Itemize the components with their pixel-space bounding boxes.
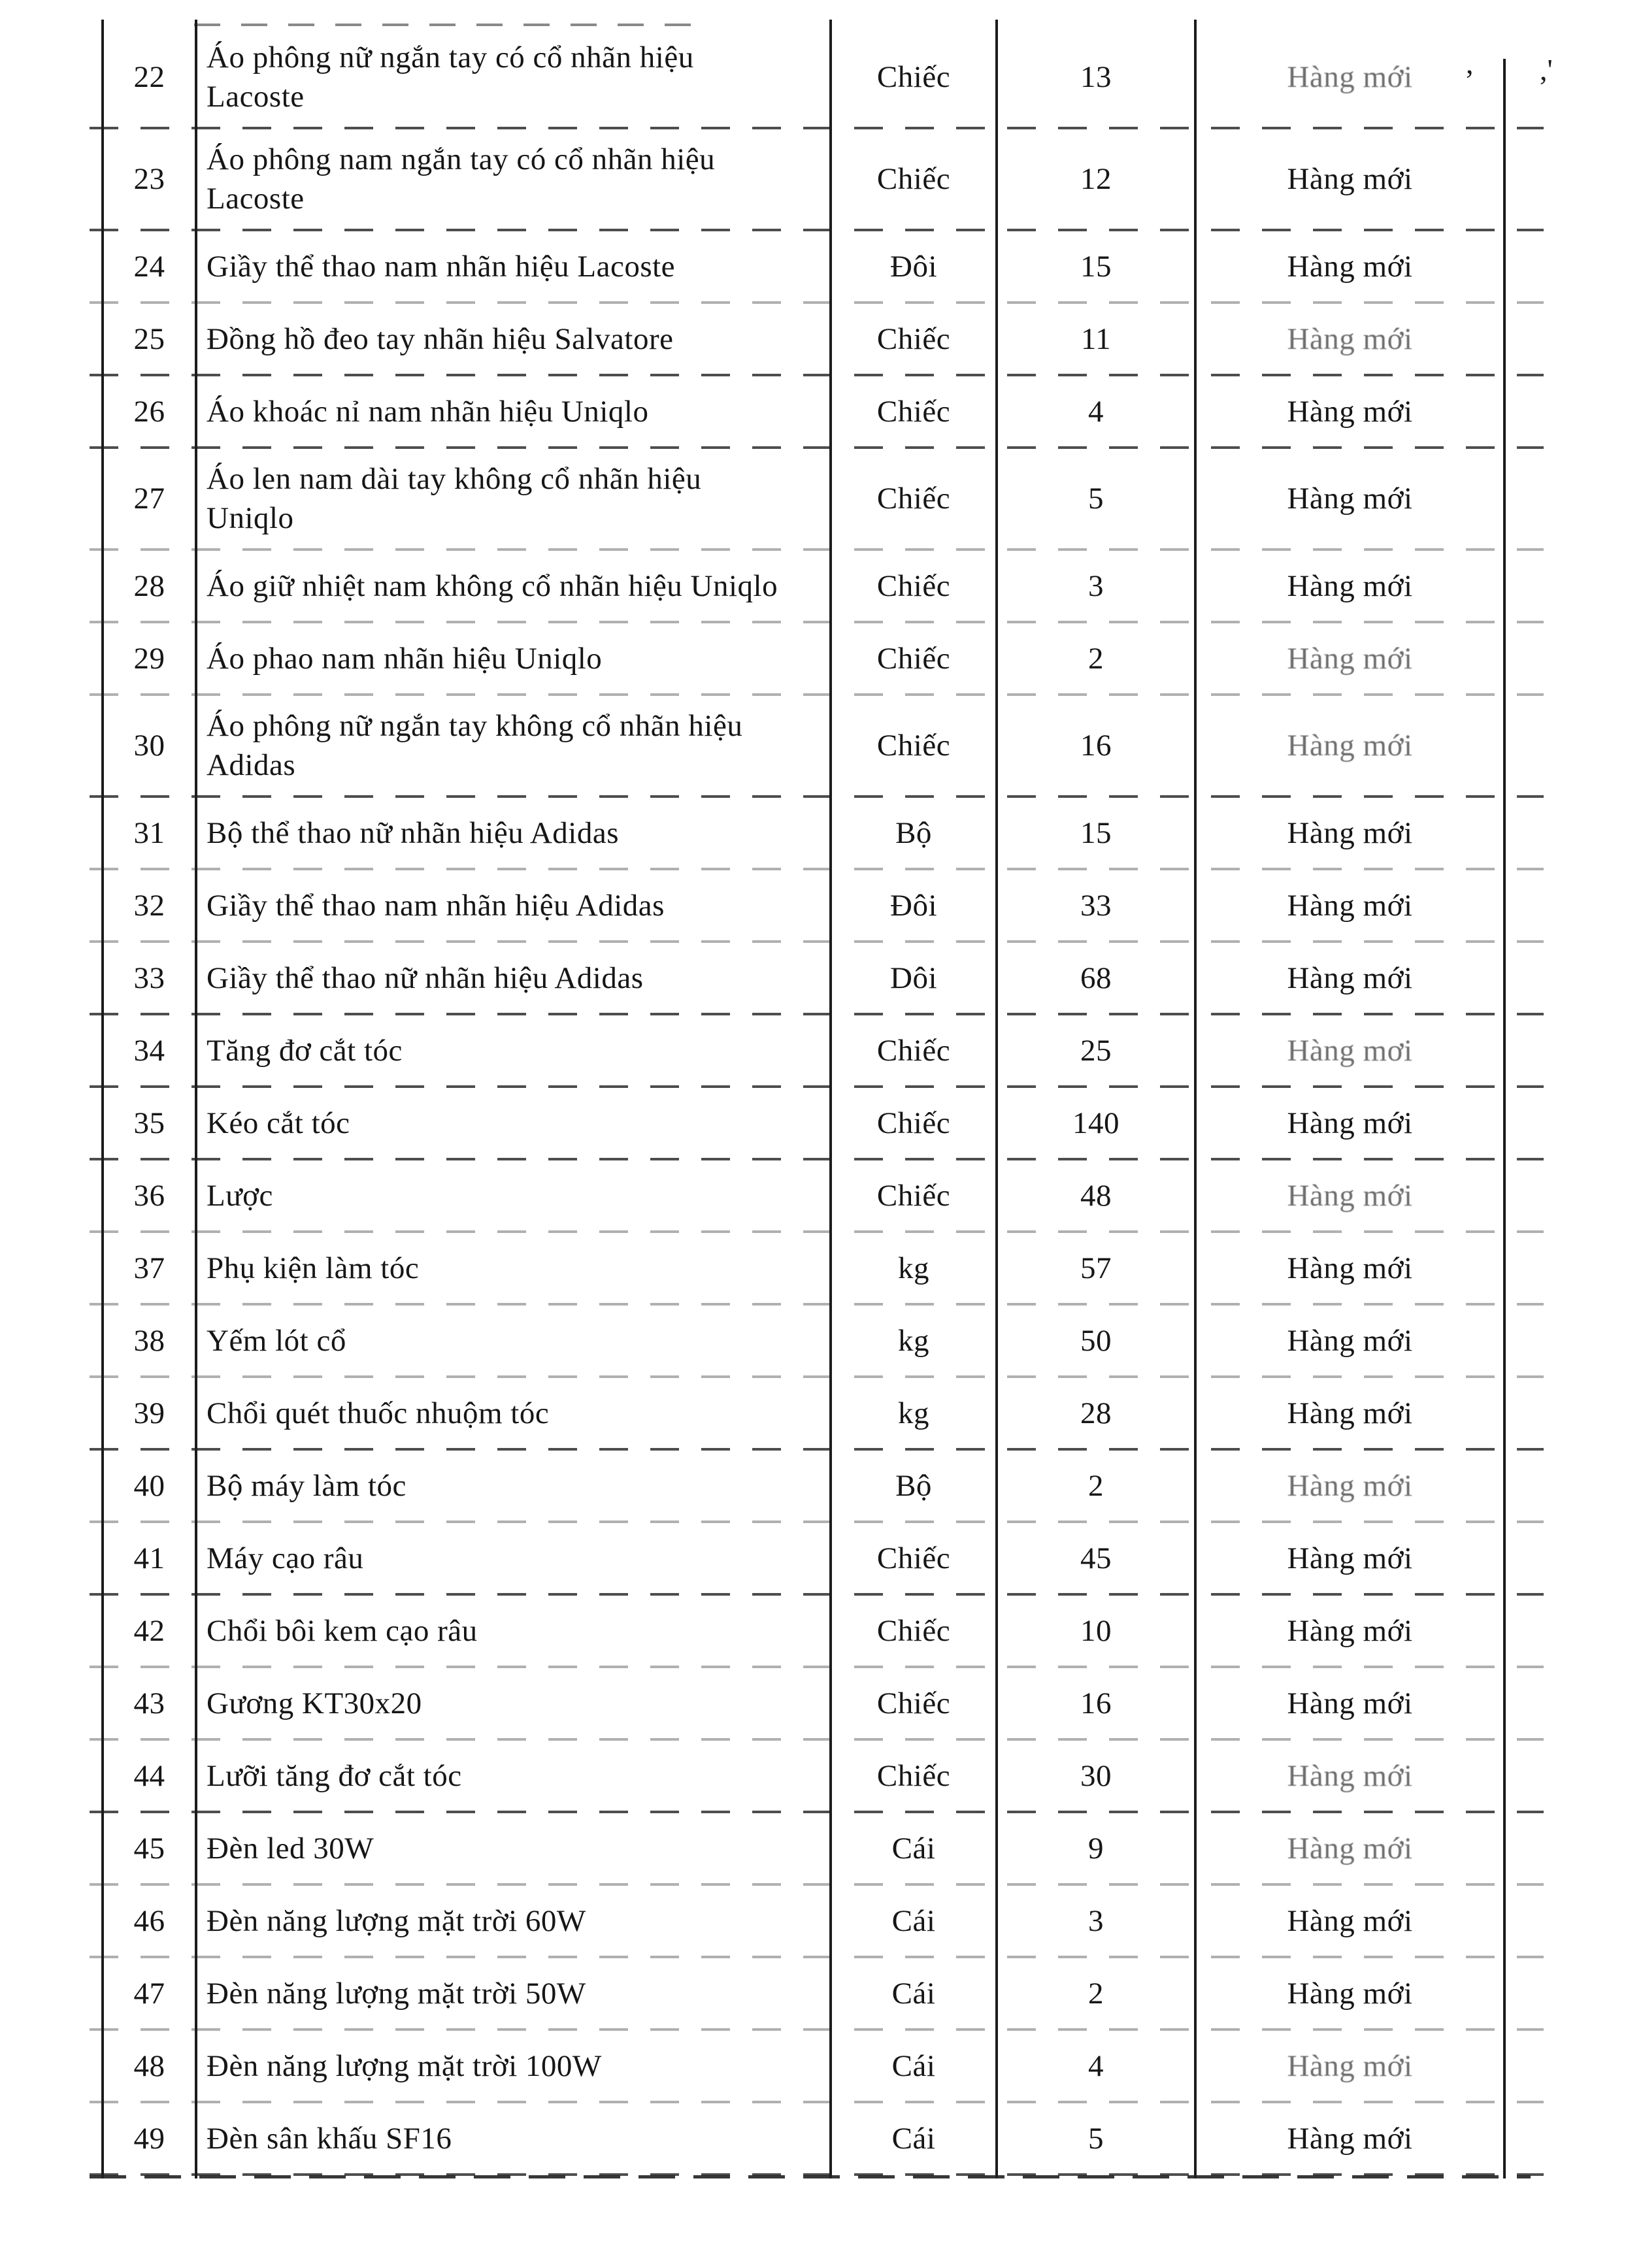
item-name-cell [196, 550, 831, 622]
item-name-line: Giầy thể thao nữ nhãn hiệu Adidas [207, 961, 644, 995]
table-row [103, 550, 1504, 622]
row-number-cell: 46 [133, 1903, 165, 1938]
unit-cell: Chiếc [876, 1178, 951, 1213]
table-row [103, 1884, 1504, 1957]
table-row [103, 1957, 1504, 2030]
item-name-line: Uniqlo [207, 501, 294, 535]
quantity-cell: 140 [1072, 1106, 1120, 1140]
row-number-cell: 28 [133, 568, 165, 603]
unit-cell: Chiếc [876, 482, 951, 516]
condition-cell: Hàng mới [1287, 1613, 1413, 1648]
unit-cell: Chiếc [876, 1758, 951, 1793]
table-row [103, 375, 1504, 448]
ink-mark: ,' [1540, 53, 1553, 86]
condition-cell: Hàng mới [1287, 1396, 1413, 1430]
table-row [103, 942, 1504, 1014]
item-name-line: Adidas [207, 748, 296, 782]
item-name-cell [196, 2030, 831, 2102]
quantity-cell: 4 [1088, 394, 1104, 429]
unit-cell: Cái [891, 1831, 936, 1865]
item-name-line: Áo phông nữ ngắn tay có cổ nhãn hiệu [207, 41, 694, 74]
item-name-line: Lacoste [207, 80, 305, 114]
row-number-cell: 30 [133, 729, 165, 763]
quantity-cell: 30 [1080, 1758, 1112, 1793]
table-row [103, 1159, 1504, 1232]
item-name-line: Tăng đơ cắt tóc [207, 1033, 403, 1068]
row-number-cell: 25 [133, 321, 165, 356]
row-number-cell: 24 [133, 249, 165, 284]
table-row [103, 869, 1504, 942]
quantity-cell: 10 [1080, 1613, 1112, 1648]
unit-cell: Chiếc [876, 60, 951, 94]
condition-cell: Hàng mới [1287, 568, 1413, 603]
item-name-line: Chổi quét thuốc nhuộm tóc [207, 1396, 550, 1430]
item-name-cell [196, 797, 831, 869]
table-row [103, 1739, 1504, 1812]
condition-cell: Hàng mới [1287, 394, 1413, 429]
quantity-cell: 9 [1088, 1831, 1104, 1865]
row-number-cell: 47 [133, 1976, 165, 2011]
table-row [103, 1667, 1504, 1739]
quantity-cell: 3 [1088, 568, 1104, 603]
condition-cell: Hàng mới [1287, 1976, 1413, 2011]
condition-cell: Hàng mới [1287, 815, 1413, 850]
unit-cell: Cái [891, 1976, 936, 2011]
unit-cell: Chiếc [876, 1541, 951, 1575]
item-name-cell [196, 1522, 831, 1594]
row-number-cell: 40 [133, 1468, 165, 1503]
quantity-cell: 48 [1080, 1178, 1112, 1213]
row-number-cell: 42 [133, 1613, 165, 1648]
unit-cell: Chiếc [876, 1106, 951, 1140]
item-name-line: Chổi bôi kem cạo râu [207, 1613, 478, 1648]
row-number-cell: 49 [133, 2121, 165, 2156]
table-row [103, 1087, 1504, 1159]
table-row [103, 1377, 1504, 1449]
unit-cell: Cái [891, 2121, 936, 2156]
quantity-cell: 4 [1088, 2048, 1104, 2083]
quantity-cell: 5 [1088, 482, 1104, 516]
quantity-cell: 12 [1080, 162, 1112, 196]
condition-cell: Hàng mới [1287, 729, 1413, 763]
item-name-line: Bộ thể thao nữ nhãn hiệu Adidas [207, 815, 619, 850]
unit-cell: Bộ [895, 1468, 932, 1503]
condition-cell: Hàng mới [1287, 888, 1413, 923]
condition-cell: Hàng mới [1287, 1903, 1413, 1938]
condition-cell: Hàng mới [1287, 1831, 1413, 1865]
unit-cell: kg [898, 1323, 929, 1358]
unit-cell: kg [898, 1396, 929, 1430]
inventory-table [103, 26, 1504, 2175]
item-name-line: Áo phông nữ ngắn tay không cổ nhãn hiệu [207, 709, 743, 743]
item-name-cell [196, 1594, 831, 1667]
condition-cell: Hàng mới [1287, 60, 1413, 94]
item-name-cell [196, 448, 831, 550]
quantity-cell: 3 [1088, 1903, 1104, 1938]
condition-cell: Hàng mới [1287, 249, 1413, 284]
item-name-line: Áo giữ nhiệt nam không cổ nhãn hiệu Uniqlo [207, 568, 778, 603]
quantity-cell: 28 [1080, 1396, 1112, 1430]
table-row [103, 1232, 1504, 1304]
table-row [103, 1812, 1504, 1884]
row-number-cell: 33 [133, 961, 165, 995]
unit-cell: Cái [891, 1903, 936, 1938]
quantity-cell: 25 [1080, 1033, 1112, 1068]
item-name-line: Đồng hồ đeo tay nhãn hiệu Salvatore [207, 321, 674, 356]
item-name-cell [196, 1377, 831, 1449]
item-name-cell [196, 375, 831, 448]
condition-cell: Hàng mới [1287, 1251, 1413, 1285]
item-name-cell [196, 1087, 831, 1159]
table-row [103, 303, 1504, 375]
item-name-line: Áo khoác nỉ nam nhãn hiệu Uniqlo [207, 394, 649, 429]
quantity-cell: 2 [1088, 641, 1104, 676]
row-number-cell: 27 [133, 482, 165, 516]
item-name-cell [196, 1304, 831, 1377]
table-row [103, 448, 1504, 550]
condition-cell: Hàng mới [1287, 1106, 1413, 1140]
item-name-cell [196, 695, 831, 797]
column-divider-quantity [1194, 20, 1197, 2178]
row-number-cell: 32 [133, 888, 165, 923]
item-name-cell [196, 2102, 831, 2175]
item-name-line: Lacoste [207, 182, 305, 216]
condition-cell: Hàng mới [1287, 2048, 1413, 2083]
item-name-line: Máy cạo râu [207, 1541, 364, 1575]
item-name-line: Giầy thể thao nam nhãn hiệu Adidas [207, 888, 665, 923]
unit-cell: Chiếc [876, 1613, 951, 1648]
table-row [103, 695, 1504, 797]
unit-cell: Chiếc [876, 568, 951, 603]
condition-cell: Hàng mới [1287, 162, 1413, 196]
table-border-right [1503, 59, 1506, 2178]
unit-cell: Chiếc [876, 1033, 951, 1068]
table-row [103, 797, 1504, 869]
unit-cell: Đôi [890, 888, 937, 923]
item-name-line: Lưỡi tăng đơ cắt tóc [207, 1758, 462, 1793]
row-number-cell: 22 [133, 60, 165, 94]
item-name-line: Đèn năng lượng mặt trời 60W [207, 1903, 586, 1938]
row-number-cell: 31 [133, 815, 165, 850]
item-name-cell [196, 303, 831, 375]
item-name-cell [196, 128, 831, 230]
item-name-line: Áo len nam dài tay không cổ nhãn hiệu [207, 462, 702, 496]
column-divider-description [829, 20, 832, 2178]
item-name-line: Bộ máy làm tóc [207, 1468, 406, 1503]
table-row [103, 1449, 1504, 1522]
quantity-cell: 45 [1080, 1541, 1112, 1575]
item-name-cell [196, 1957, 831, 2030]
unit-cell: Dôi [890, 961, 937, 995]
row-number-cell: 39 [133, 1396, 165, 1430]
table-row [103, 230, 1504, 303]
table-bottom-dashed-line [90, 2175, 1531, 2178]
condition-cell: Hàng mới [1287, 1468, 1413, 1503]
quantity-cell: 13 [1080, 60, 1112, 94]
column-divider-number [195, 20, 197, 2178]
item-name-line: Kéo cắt tóc [207, 1106, 350, 1140]
unit-cell: Chiếc [876, 321, 951, 356]
quantity-cell: 33 [1080, 888, 1112, 923]
table-row [103, 1014, 1504, 1087]
quantity-cell: 15 [1080, 249, 1112, 284]
unit-cell: Chiếc [876, 641, 951, 676]
item-name-cell [196, 1449, 831, 1522]
row-number-cell: 43 [133, 1686, 165, 1720]
item-name-cell [196, 942, 831, 1014]
item-name-line: Đèn năng lượng mặt trời 50W [207, 1976, 586, 2011]
table-rows [103, 26, 1504, 2175]
table-border-left [101, 20, 104, 2178]
row-number-cell: 44 [133, 1758, 165, 1793]
row-number-cell: 45 [133, 1831, 165, 1865]
item-name-cell [196, 1884, 831, 1957]
item-name-line: Lược [207, 1178, 273, 1213]
condition-cell: Hàng mới [1287, 1178, 1413, 1213]
unit-cell: Chiếc [876, 162, 951, 196]
table-row [103, 128, 1504, 230]
item-name-line: Đèn sân khấu SF16 [207, 2121, 452, 2156]
row-number-cell: 48 [133, 2048, 165, 2083]
item-name-line: Áo phao nam nhãn hiệu Uniqlo [207, 641, 603, 676]
row-number-cell: 29 [133, 641, 165, 676]
row-number-cell: 34 [133, 1033, 165, 1068]
condition-cell: Hàng mới [1287, 961, 1413, 995]
item-name-cell [196, 1812, 831, 1884]
condition-cell: Hàng mới [1287, 321, 1413, 356]
table-row [103, 2030, 1504, 2102]
column-divider-unit [995, 20, 998, 2178]
unit-cell: Chiếc [876, 729, 951, 763]
row-number-cell: 36 [133, 1178, 165, 1213]
condition-cell: Hàng mơi [1287, 1033, 1413, 1068]
row-number-cell: 23 [133, 162, 165, 196]
item-name-line: Phụ kiện làm tóc [207, 1251, 420, 1285]
row-number-cell: 26 [133, 394, 165, 429]
item-name-cell [196, 1159, 831, 1232]
item-name-cell [196, 1739, 831, 1812]
condition-cell: Hàng mới [1287, 2121, 1413, 2156]
row-number-cell: 35 [133, 1106, 165, 1140]
condition-cell: Hàng mới [1287, 1541, 1413, 1575]
quantity-cell: 5 [1088, 2121, 1104, 2156]
table-row [103, 1594, 1504, 1667]
item-name-cell [196, 1667, 831, 1739]
quantity-cell: 2 [1088, 1468, 1104, 1503]
item-name-cell [196, 230, 831, 303]
unit-cell: Bộ [895, 815, 932, 850]
item-name-cell [196, 26, 831, 128]
quantity-cell: 16 [1080, 1686, 1112, 1720]
table-row [103, 26, 1504, 128]
ink-mark: , [1466, 46, 1474, 80]
quantity-cell: 57 [1080, 1251, 1112, 1285]
condition-cell: Hàng mới [1287, 1686, 1413, 1720]
row-number-cell: 37 [133, 1251, 165, 1285]
quantity-cell: 68 [1080, 961, 1112, 995]
unit-cell: Chiếc [876, 394, 951, 429]
item-name-line: Gương KT30x20 [207, 1686, 422, 1720]
condition-cell: Hàng mới [1287, 1323, 1413, 1358]
table-row [103, 622, 1504, 695]
item-name-cell [196, 1014, 831, 1087]
table-row [103, 1304, 1504, 1377]
item-name-line: Đèn năng lượng mặt trời 100W [207, 2048, 602, 2083]
condition-cell: Hàng mới [1287, 482, 1413, 516]
condition-cell: Hàng mới [1287, 1758, 1413, 1793]
item-name-line: Giầy thể thao nam nhãn hiệu Lacoste [207, 249, 676, 284]
row-number-cell: 38 [133, 1323, 165, 1358]
item-name-line: Áo phông nam ngắn tay có cổ nhãn hiệu [207, 142, 716, 176]
table-row [103, 2102, 1504, 2175]
item-name-line: Yếm lót cổ [207, 1323, 346, 1358]
quantity-cell: 11 [1080, 321, 1112, 356]
table-row [103, 1522, 1504, 1594]
quantity-cell: 50 [1080, 1323, 1112, 1358]
item-name-cell [196, 869, 831, 942]
item-name-cell [196, 622, 831, 695]
quantity-cell: 15 [1080, 815, 1112, 850]
condition-cell: Hàng mới [1287, 641, 1413, 676]
item-name-line: Đèn led 30W [207, 1831, 374, 1865]
row-number-cell: 41 [133, 1541, 165, 1575]
quantity-cell: 2 [1088, 1976, 1104, 2011]
unit-cell: Chiếc [876, 1686, 951, 1720]
unit-cell: Đôi [890, 249, 937, 284]
item-name-cell [196, 1232, 831, 1304]
quantity-cell: 16 [1080, 729, 1112, 763]
unit-cell: Cái [891, 2048, 936, 2083]
unit-cell: kg [898, 1251, 929, 1285]
